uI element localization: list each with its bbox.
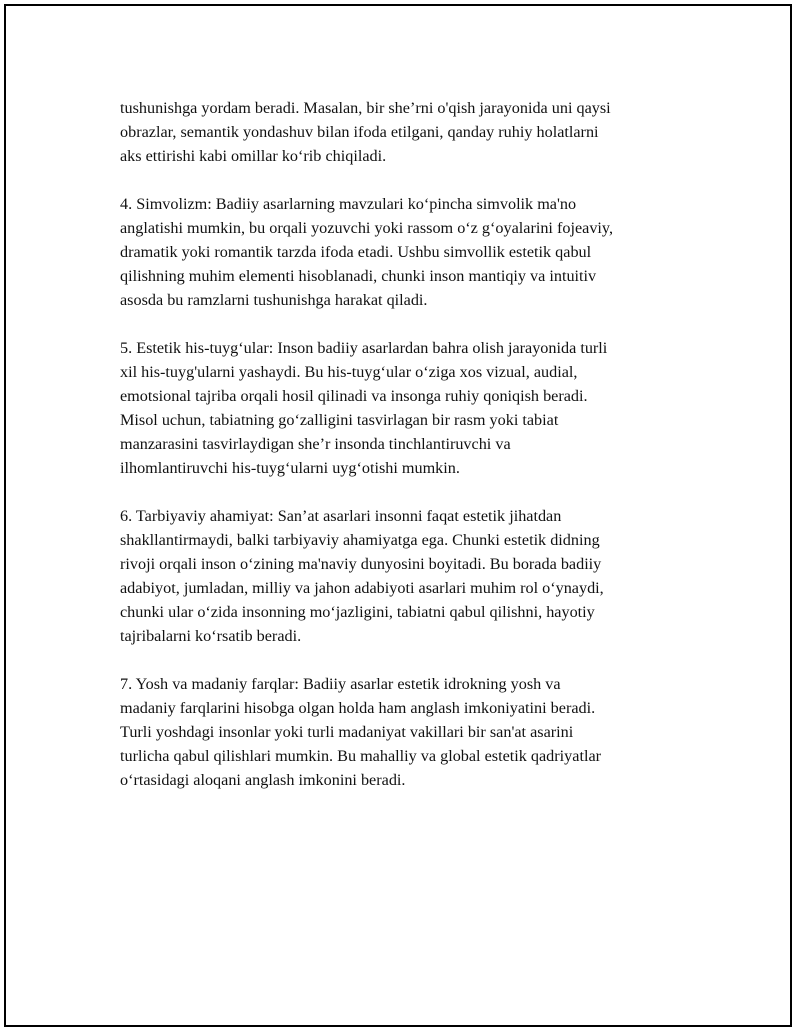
paragraph-simvolizm: 4. Simvolizm: Badiiy asarlarning mavzulari koʻpincha simvolik ma'no anglatishi mumkin, bu orqali yozuvchi yoki rassom oʻz gʻoyalarini fojeaviy, dramatik yoki romantik tarzda ifoda etadi. Ushbu simvollik estetik qabul qilishning muhim elementi hisoblanadi, chunki inson mantiqiy va intuitiv asosda bu ramzlarni tushunishga harakat qiladi. xyxy=(120,195,614,309)
document-page xyxy=(4,4,792,1027)
paragraph-continuation: tushunishga yordam beradi. Masalan, bir sheʼrni o'qish jarayonida uni qaysi obrazlar, semantik yondashuv bilan ifoda etilgani, qanday ruhiy holatlarni aks ettirishi kabi omillar koʻrib chiqiladi. xyxy=(120,99,611,165)
paragraph-tarbiyaviy-ahamiyat: 6. Tarbiyaviy ahamiyat: San’at asarlari insonni faqat estetik jihatdan shakllantirmaydi, balki tarbiyaviy ahamiyatga ega. Chunki estetik didning rivoji orqali inson oʻzining ma'naviy dunyosini boyitadi. Bu borada badiiy adabiyot, jumladan, milliy va jahon adabiyoti asarlari muhim rol oʻynaydi, chunki ular oʻzida insonning moʻjazligini, tabiatni qabul qilishni, hayotiy tajribalarni koʻrsatib beradi. xyxy=(120,507,604,645)
paragraph-yosh-va-madaniy-farqlar: 7. Yosh va madaniy farqlar: Badiiy asarlar estetik idrokning yosh va madaniy farqlarini hisobga olgan holda ham anglash imkoniyatini beradi. Turli yoshdagi insonlar yoki turli madaniyat vakillari bir san'at asarini turlicha qabul qilishlari mumkin. Bu mahalliy va global estetik qadriyatlar oʻrtasidagi aloqani anglash imkonini beradi. xyxy=(120,675,602,789)
paragraph-estetik-his-tuygular: 5. Estetik his-tuygʻular: Inson badiiy asarlardan bahra olish jarayonida turli xil his-tuyg'ularni yashaydi. Bu his-tuygʻular oʻziga xos vizual, audial, emotsional tajriba orqali hosil qilinadi va insonga ruhiy qoniqish beradi. Misol uchun, tabiatning goʻzalligini tasvirlagan bir rasm yoki tabiat manzarasini tasvirlaydigan she’r insonda tinchlantiruvchi va ilhomlantiruvchi his-tuygʻularni uygʻotishi mumkin. xyxy=(120,339,608,477)
document-body xyxy=(120,96,710,816)
